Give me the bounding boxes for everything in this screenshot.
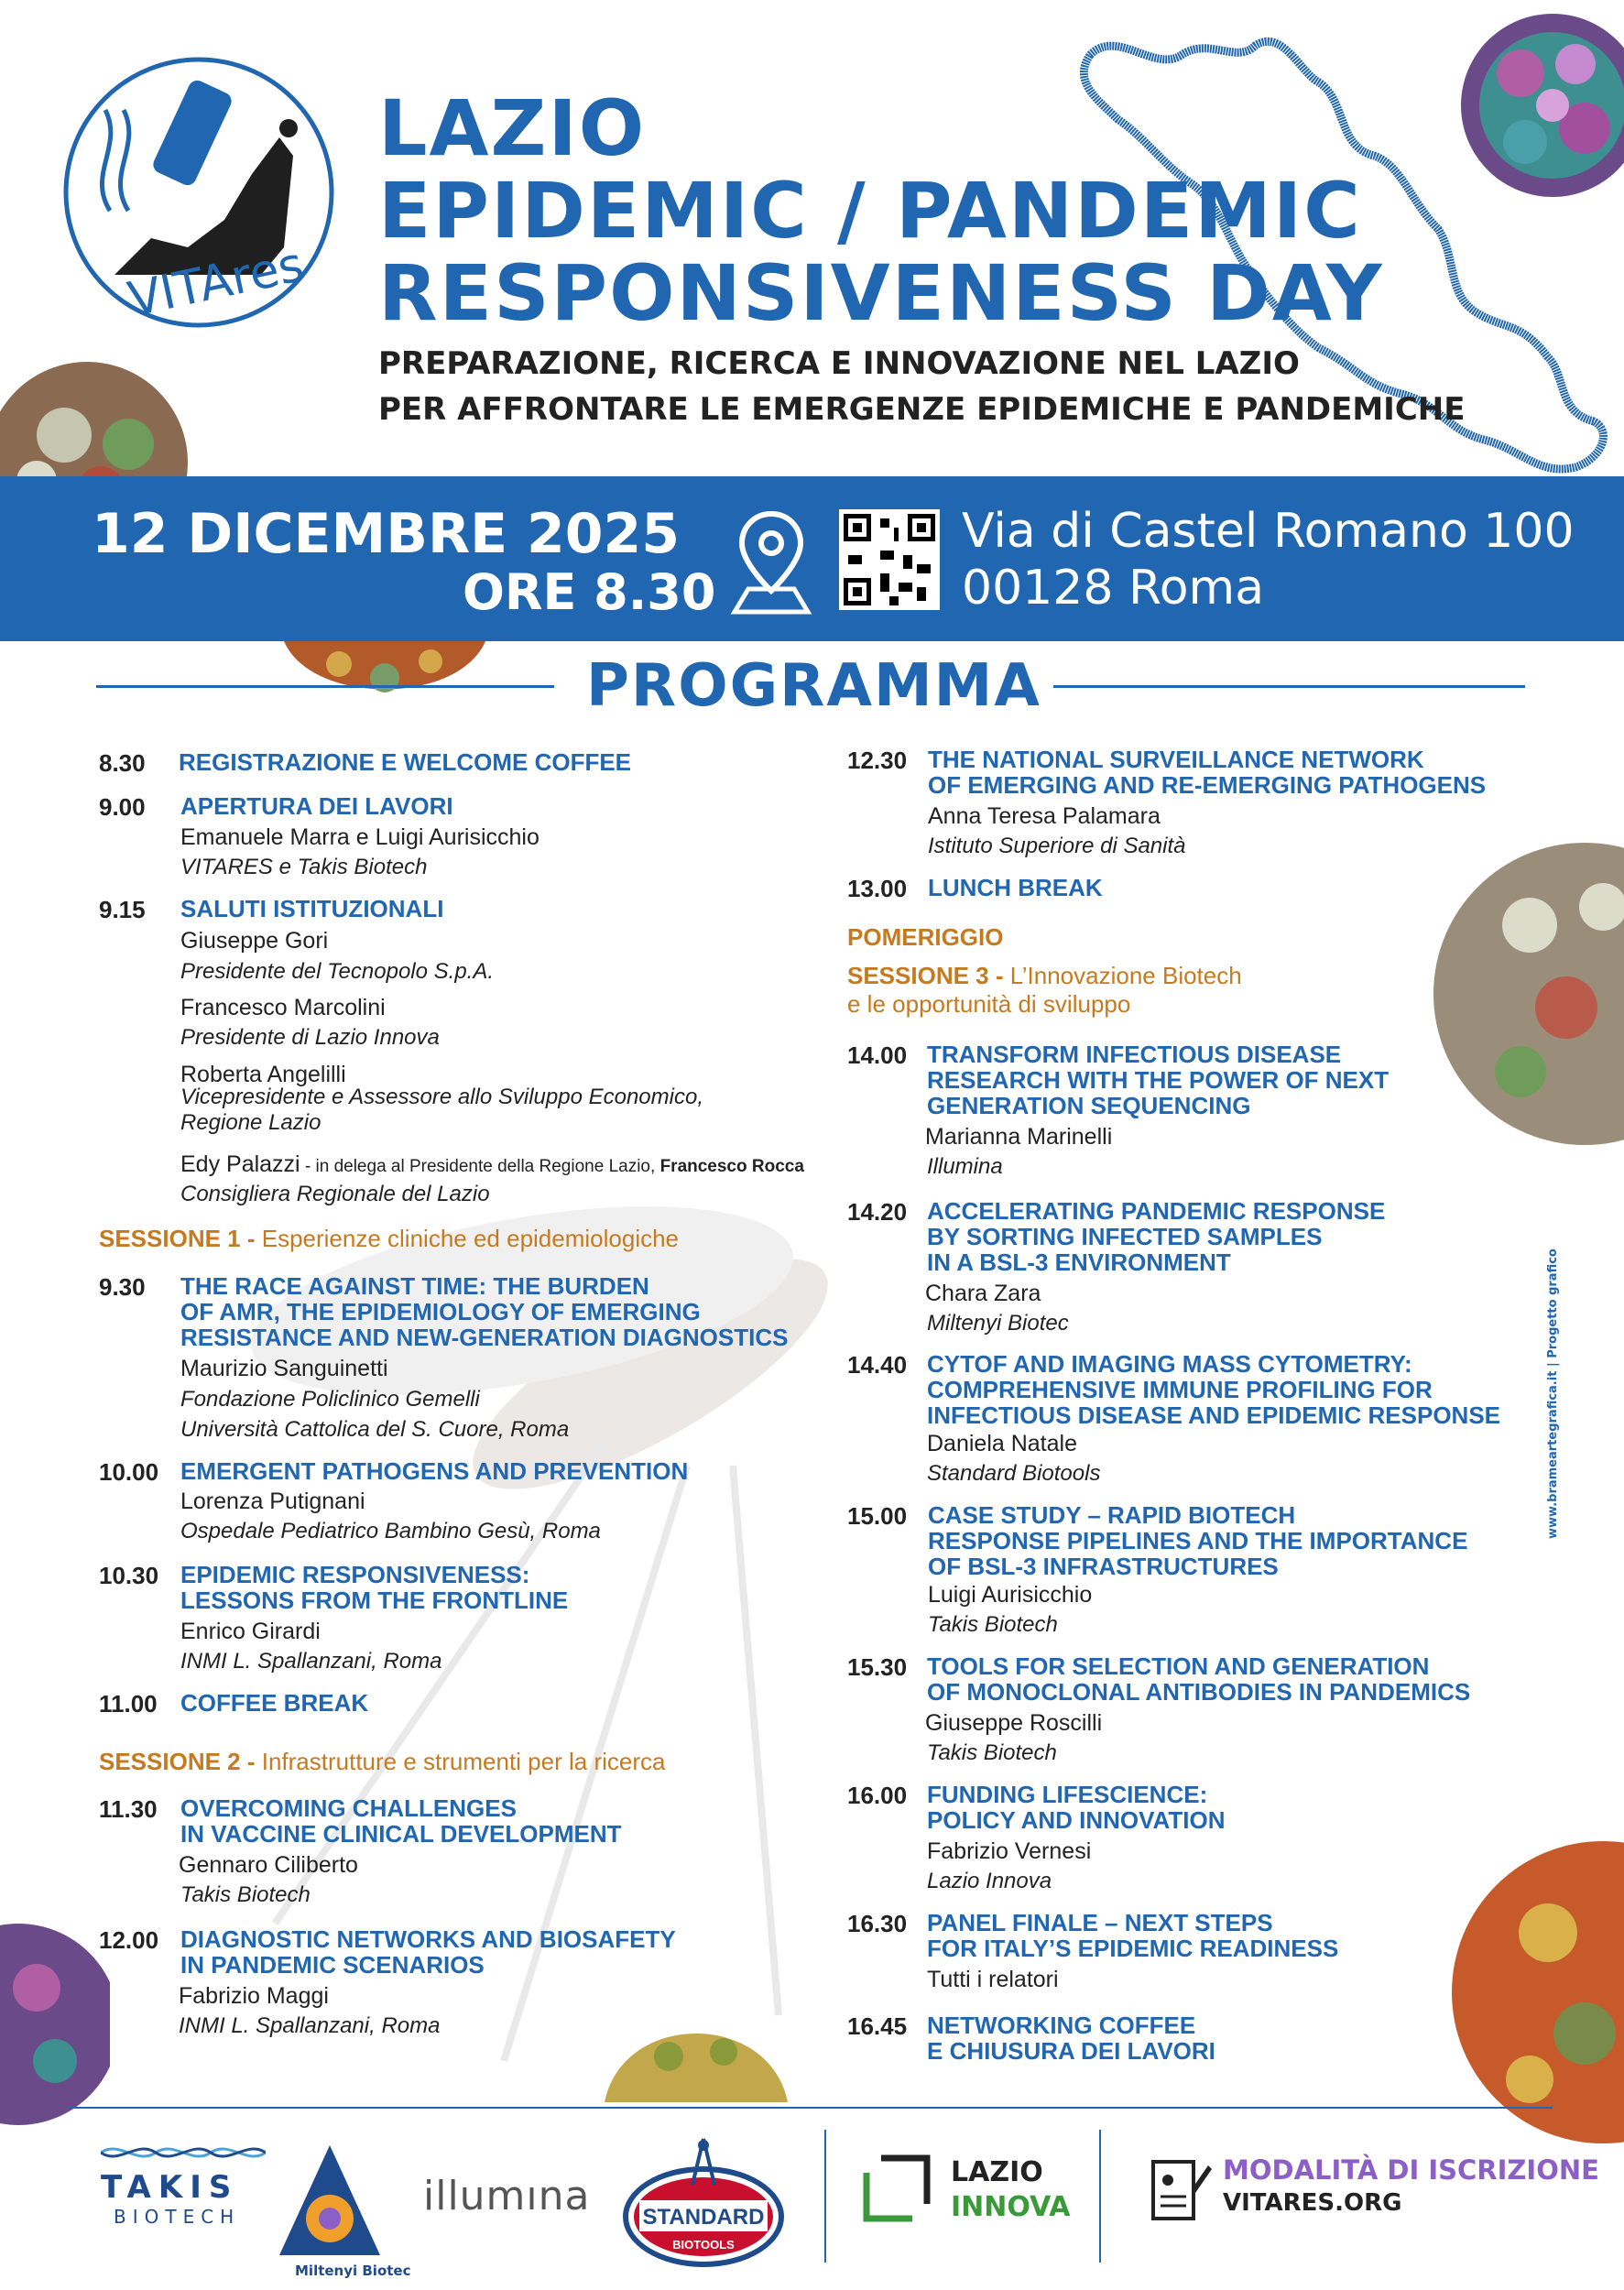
agenda-title-line: OF AMR, THE EPIDEMIOLOGY OF EMERGING [180,1298,701,1325]
time-12-00: 12.00 [99,1926,159,1954]
dna-icon [101,2140,266,2165]
event-time: ORE 8.30 [463,563,716,621]
speaker-affiliation: Takis Biotech [180,1882,311,1907]
speaker-affiliation: Presidente di Lazio Innova [180,1025,440,1050]
agenda-title-line: OF MONOCLONAL ANTIBODIES IN PANDEMICS [927,1678,1471,1706]
speaker-affiliation: Vicepresidente e Assessore allo Sviluppo Economico, [180,1085,703,1109]
session-label: SESSIONE 1 - [99,1225,262,1252]
logo-wordmark: VITAres [123,237,309,328]
standard-subtitle: BIOTOOLS [672,2238,735,2252]
agenda-title-line: COMPREHENSIVE IMMUNE PROFILING FOR [927,1376,1433,1403]
time-10-00: 10.00 [99,1458,159,1486]
agenda-title-line: RESEARCH WITH THE POWER OF NEXT [927,1066,1390,1094]
speaker-name: Fabrizio Maggi [179,1983,329,2009]
time-14-40: 14.40 [847,1351,908,1379]
agenda-title-line: CYTOF AND IMAGING MASS CYTOMETRY: [927,1350,1412,1378]
registration-link[interactable]: VITARES.ORG [1223,2189,1402,2217]
virus-illustration-bottom-left [0,1914,110,2134]
agenda-title-line: IN VACCINE CLINICAL DEVELOPMENT [180,1820,622,1848]
speaker-affiliation: Takis Biotech [927,1740,1057,1765]
session-label: SESSIONE 2 - [99,1748,262,1775]
speaker-name: Fabrizio Vernesi [927,1838,1092,1864]
speaker-name: Enrico Girardi [180,1619,321,1644]
speaker-affiliation: Presidente del Tecnopolo S.p.A. [180,959,495,984]
programma-heading: PROGRAMMA [586,652,1041,720]
agenda-title-line: PANEL FINALE – NEXT STEPS [927,1909,1273,1936]
session-1-heading [99,1225,679,1253]
agenda-title-line: LESSONS FROM THE FRONTLINE [180,1587,569,1614]
virus-illustration-bottom-right [1447,1823,1624,2162]
agenda-title-line: E CHIUSURA DEI LAVORI [927,2037,1215,2065]
agenda-title-line: INFECTIOUS DISEASE AND EPIDEMIC RESPONSE [927,1401,1501,1429]
footer-separator [1099,2130,1101,2263]
event-date: 12 DICEMBRE 2025 [92,502,681,566]
lazio-innova-logo-mark[interactable] [863,2154,931,2222]
illumina-logo[interactable]: illumına [423,2173,591,2219]
speaker-name: Anna Teresa Palamara [928,803,1161,829]
agenda-title-line: OVERCOMING CHALLENGES [180,1794,517,1822]
speaker-affiliation: Takis Biotech [928,1612,1058,1637]
agenda-title-line: FUNDING LIFESCIENCE: [927,1781,1208,1808]
session-text: e le opportunità di sviluppo [847,990,1131,1018]
address-street: Via di Castel Romano 100 [962,504,1575,559]
session-text: Esperienze cliniche ed epidemiologiche [261,1225,680,1252]
agenda-title-line: ACCELERATING PANDEMIC RESPONSE [927,1197,1386,1225]
agenda-title-line: THE RACE AGAINST TIME: THE BURDEN [180,1272,649,1300]
design-credit [1539,1249,1575,1539]
speaker-affiliation: Miltenyi Biotec [927,1311,1069,1336]
virus-illustration-bottom-center [605,2011,788,2102]
title-line-1: LAZIO [378,83,647,173]
time-14-20: 14.20 [847,1198,908,1226]
session-text: Infrastrutture e strumenti per la ricerca [261,1748,666,1775]
speaker-name: Roberta Angelilli [180,1062,346,1087]
agenda-title-line: NETWORKING COFFEE [927,2012,1196,2039]
divider-line-left [96,685,554,688]
agenda-title-line: BY SORTING INFECTED SAMPLES [927,1223,1323,1250]
lazio-innova-wordmark-1: LAZIO [951,2156,1043,2188]
lazio-innova-wordmark-2: INNOVA [951,2191,1071,2223]
delegation-name: Francesco Rocca [659,1157,804,1176]
time-16-30: 16.30 [847,1910,908,1937]
takis-subtitle: BIOTECH [114,2206,241,2228]
virus-illustration-top-right [1438,9,1624,220]
virus-illustration-right [1429,824,1624,1163]
agenda-title: COFFEE BREAK [180,1689,369,1717]
design-credit-text: www.brameartegrafica.it | Progetto grafico [1546,1249,1560,1539]
speaker-affiliation: VITARES e Takis Biotech [180,855,428,879]
divider-line-right [1053,685,1525,688]
agenda-title-line: RESPONSE PIPELINES AND THE IMPORTANCE [928,1527,1468,1554]
time-15-30: 15.30 [847,1653,908,1681]
miltenyi-biotec-logo[interactable] [275,2141,385,2264]
agenda-title-line: EPIDEMIC RESPONSIVENESS: [180,1561,530,1588]
time-12-30: 12.30 [847,747,908,774]
agenda-title-line: OF BSL-3 INFRASTRUCTURES [928,1553,1279,1580]
miltenyi-wordmark: Miltenyi Biotec [295,2263,411,2279]
speaker-affiliation: Università Cattolica del S. Cuore, Roma [180,1417,570,1442]
agenda-title-line: POLICY AND INNOVATION [927,1806,1226,1834]
agenda-title-line: IN PANDEMIC SCENARIOS [180,1951,485,1979]
time-9-30: 9.30 [99,1273,146,1301]
delegation-note: - in delega al Presidente della Regione Lazio, [300,1157,660,1176]
time-16-45: 16.45 [847,2012,908,2040]
speaker-name: Daniela Natale [927,1431,1077,1456]
takis-wordmark: TAKIS [101,2169,239,2206]
time-10-30: 10.30 [99,1562,159,1589]
qr-code[interactable] [839,509,940,610]
session-label: SESSIONE 3 - [847,962,1010,989]
speaker-name: Marianna Marinelli [925,1124,1113,1150]
agenda-title-line: FOR ITALY’S EPIDEMIC READINESS [927,1935,1339,1962]
standard-wordmark: STANDARD [642,2205,765,2230]
time-14-00: 14.00 [847,1041,908,1069]
event-subtitle [378,341,1465,432]
agenda-title-line: DIAGNOSTIC NETWORKS AND BIOSAFETY [180,1925,676,1953]
speaker-name: Tutti i relatori [927,1967,1059,1992]
time-9-00: 9.00 [99,793,146,821]
title-line-3: RESPONSIVENESS DAY [378,248,1384,338]
time-13-00: 13.00 [847,875,908,902]
agenda-title: REGISTRAZIONE E WELCOME COFFEE [179,748,632,776]
time-11-00: 11.00 [99,1690,158,1718]
time-11-30: 11.30 [99,1795,158,1823]
speaker-affiliation: Consigliera Regionale del Lazio [180,1182,490,1206]
footer-divider [69,2107,1553,2109]
agenda-title-line: THE NATIONAL SURVEILLANCE NETWORK [928,746,1424,773]
agenda-title: LUNCH BREAK [928,874,1103,901]
agenda-title: APERTURA DEI LAVORI [180,792,453,820]
speaker-name: Giuseppe Roscilli [925,1710,1103,1736]
speaker-affiliation: Lazio Innova [927,1869,1052,1893]
location-pin-icon [725,507,817,618]
agenda-title-line: GENERATION SEQUENCING [927,1092,1251,1119]
speaker-name: Maurizio Sanguinetti [180,1356,388,1381]
vitares-logo [41,55,357,330]
speaker-name: Francesco Marcolini [180,995,386,1020]
speaker-affiliation: INMI L. Spallanzani, Roma [179,2013,441,2038]
speaker-name: Chara Zara [925,1281,1041,1306]
footer-separator [824,2130,826,2263]
speaker-name: Lorenza Putignani [180,1488,365,1514]
speaker-name [180,1150,804,1182]
time-8-30: 8.30 [99,749,146,777]
event-title [378,83,1384,338]
speaker-affiliation: Istituto Superiore di Sanità [928,834,1186,858]
speaker-affiliation: Illumina [927,1154,1003,1179]
registration-form-icon [1148,2153,1212,2226]
time-15-00: 15.00 [847,1502,908,1530]
speaker-name: Luigi Aurisicchio [928,1582,1093,1608]
subtitle-line-1: PREPARAZIONE, RICERCA E INNOVAZIONE NEL LAZIO [378,345,1300,382]
address-city: 00128 Roma [962,561,1265,616]
agenda-title-line: RESISTANCE AND NEW-GENERATION DIAGNOSTICS [180,1324,789,1351]
speaker-name-text: Edy Palazzi [180,1151,300,1177]
agenda-title-line: TRANSFORM INFECTIOUS DISEASE [927,1041,1342,1068]
registration-heading: MODALITÀ DI ISCRIZIONE [1223,2154,1599,2186]
speaker-affiliation: Ospedale Pediatrico Bambino Gesù, Roma [180,1519,601,1543]
agenda-title-line: CASE STUDY – RAPID BIOTECH [928,1501,1296,1529]
title-line-2: EPIDEMIC / PANDEMIC [378,166,1362,256]
session-2-heading [99,1748,665,1776]
virus-illustration-mid [275,641,495,719]
pomeriggio-heading: POMERIGGIO [847,923,1004,951]
agenda-title: EMERGENT PATHOGENS AND PREVENTION [180,1457,689,1485]
speaker-affiliation: Standard Biotools [927,1461,1101,1486]
agenda-title: SALUTI ISTITUZIONALI [180,895,444,922]
takis-biotech-logo[interactable] [101,2140,266,2228]
session-3-heading [847,962,1242,1019]
speaker-affiliation: INMI L. Spallanzani, Roma [180,1649,442,1674]
agenda-title-line: IN A BSL-3 ENVIRONMENT [927,1249,1231,1276]
speaker-name: Giuseppe Gori [180,928,329,954]
speaker-affiliation: Regione Lazio [180,1110,322,1135]
agenda-title-line: TOOLS FOR SELECTION AND GENERATION [927,1652,1430,1680]
speaker-affiliation: Fondazione Policlinico Gemelli [180,1387,480,1412]
speaker-name: Gennaro Ciliberto [179,1852,358,1878]
agenda-title-line: OF EMERGING AND RE-EMERGING PATHOGENS [928,771,1487,799]
time-16-00: 16.00 [847,1782,908,1809]
session-text: L’Innovazione Biotech [1009,962,1242,989]
time-9-15: 9.15 [99,896,146,923]
subtitle-line-2: PER AFFRONTARE LE EMERGENZE EPIDEMICHE E PANDEMICHE [378,391,1466,428]
standard-biotools-logo[interactable] [619,2134,789,2272]
speaker-name: Emanuele Marra e Luigi Aurisicchio [180,824,540,850]
